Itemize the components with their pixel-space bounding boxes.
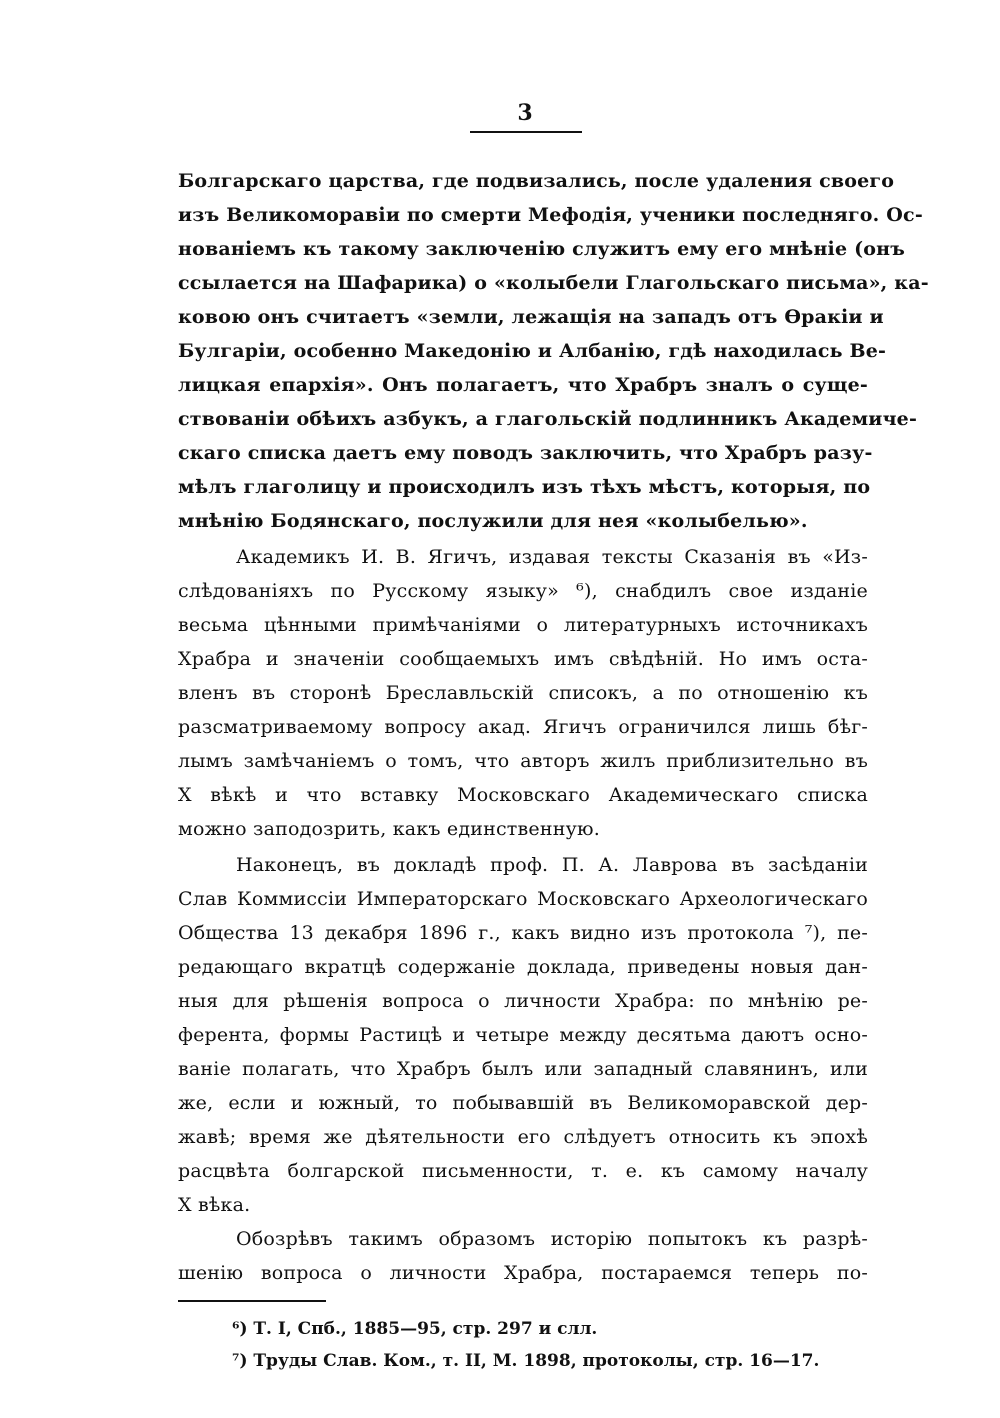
text-line: слѣдованіяхъ по Русскому языку» ⁶), снабдилъ свое изданіе: [178, 580, 868, 602]
text-line: же, если и южный, то побывавшій въ Великоморавской дер-: [178, 1092, 868, 1114]
text-line: шенію вопроса о личности Храбра, постараемся теперь по-: [178, 1262, 868, 1284]
text-line: Общества 13 декабря 1896 г., какъ видно изъ протокола ⁷), пе-: [178, 922, 868, 944]
text-line: жавѣ; время же дѣятельности его слѣдуетъ относить къ эпохѣ: [178, 1126, 868, 1148]
text-line: ковою онъ считаетъ «земли, лежащія на западъ отъ Ѳракіи и: [178, 306, 884, 328]
text-line: Обозрѣвъ такимъ образомъ исторію попытокъ къ разрѣ-: [236, 1228, 868, 1250]
text-line: нованіемъ къ такому заключенію служитъ ему его мнѣніе (онъ: [178, 238, 906, 260]
text-line: можно заподозрить, какъ единственную.: [178, 818, 600, 840]
footnote-6: ⁶) Т. I, Спб., 1885—95, стр. 297 и слл.: [232, 1319, 598, 1339]
text-line: скаго списка даетъ ему поводъ заключить, что Храбръ разу-: [178, 442, 873, 464]
text-line: Храбра и значеніи сообщаемыхъ имъ свѣдѣній. Но имъ оста-: [178, 648, 868, 670]
text-line: ствованіи обѣихъ азбукъ, а глагольскій подлинникъ Академиче-: [178, 408, 918, 430]
footnote-rule: [178, 1300, 326, 1302]
text-line: ныя для рѣшенія вопроса о личности Храбра: по мнѣнію ре-: [178, 990, 868, 1012]
footnote-7: ⁷) Труды Слав. Ком., т. II, М. 1898, протоколы, стр. 16—17.: [232, 1351, 820, 1371]
text-line: Слав Коммиссіи Императорскаго Московскаго Археологическаго: [178, 888, 868, 910]
text-line: разсматриваемому вопросу акад. Ягичъ ограничился лишь бѣг-: [178, 716, 868, 738]
text-line: лицкая епархія». Онъ полагаетъ, что Храбръ зналъ о суще-: [178, 374, 868, 396]
text-line: изъ Великоморавіи по смерти Мефодія, ученики последняго. Ос-: [178, 204, 923, 226]
text-line: Болгарскаго царства, где подвизались, после удаления своего: [178, 170, 895, 192]
text-line: вленъ въ сторонѣ Бреславльскій списокъ, а по отношенію къ: [178, 682, 868, 704]
text-line: Булгаріи, особенно Македонію и Албанію, гдѣ находилась Ве-: [178, 340, 887, 362]
text-line: ваніе полагать, что Храбръ былъ или западный славянинъ, или: [178, 1058, 868, 1080]
text-line: ссылается на Шафарика) о «колыбели Глагольскаго письма», ка-: [178, 272, 929, 294]
text-line: мѣлъ глаголицу и происходилъ изъ тѣхъ мѣстъ, которыя, по: [178, 476, 871, 498]
text-line: лымъ замѣчаніемъ о томъ, что авторъ жилъ приблизительно въ: [178, 750, 868, 772]
page-number: 3: [517, 100, 533, 126]
page-number-rule: [470, 131, 582, 133]
text-line: Наконецъ, въ докладѣ проф. П. А. Лаврова въ засѣданіи: [236, 854, 868, 876]
text-line: редающаго вкратцѣ содержаніе доклада, приведены новыя дан-: [178, 956, 868, 978]
text-line: ферента, формы Растицѣ и четыре между десятьма даютъ осно-: [178, 1024, 868, 1046]
text-line: X вѣкѣ и что вставку Московскаго Академическаго списка: [178, 784, 868, 806]
text-line: весьма цѣнными примѣчаніями о литературныхъ источникахъ: [178, 614, 868, 636]
text-line: мнѣнію Бодянскаго, послужили для нея «колыбелью».: [178, 510, 808, 532]
text-line: Академикъ И. В. Ягичъ, издавая тексты Сказанія въ «Из-: [236, 546, 868, 568]
text-line: расцвѣта болгарской письменности, т. е. къ самому началу: [178, 1160, 868, 1182]
text-line: X вѣка.: [178, 1194, 251, 1216]
